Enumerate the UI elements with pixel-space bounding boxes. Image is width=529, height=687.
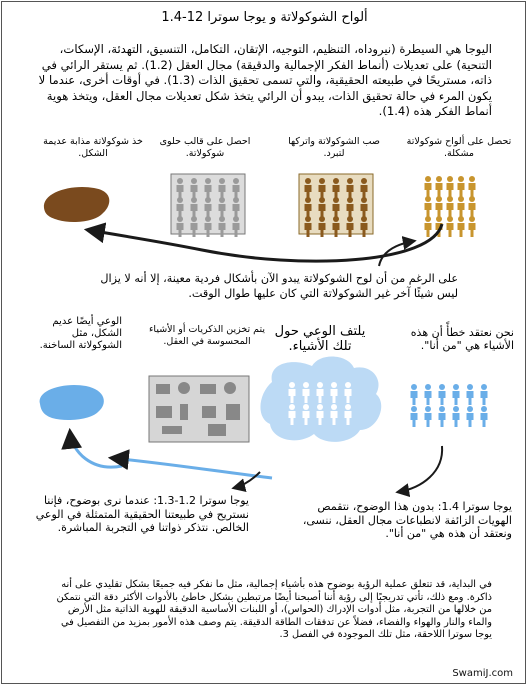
object-figure bbox=[453, 406, 460, 427]
chocolate-person-figure bbox=[436, 196, 443, 217]
caption-get-mold: احصل على قالب حلوى شوكولاتة. bbox=[159, 136, 251, 159]
chocolate-person-figure bbox=[425, 216, 432, 237]
arrow-bottom-curve bbox=[112, 458, 272, 478]
memory-box-icon bbox=[149, 376, 249, 442]
chocolate-people-icon bbox=[425, 176, 476, 237]
object-figure bbox=[411, 406, 418, 427]
object-figure bbox=[481, 406, 488, 427]
diagram-frame bbox=[1, 1, 526, 684]
object-figure bbox=[481, 384, 488, 405]
chocolate-person-figure bbox=[425, 176, 432, 197]
object-figure bbox=[467, 406, 474, 427]
caption-chocolate-people: تحصل على ألواح شوكولاتة مشكلة. bbox=[406, 136, 512, 159]
chocolate-person-figure bbox=[458, 176, 465, 197]
intro-paragraph: اليوجا هي السيطرة (نيروداه، التنظيم، التوجيه، الإتقان، التكامل، التنسيق، التهدئة، الإسكات، التنحية) على تعديلات (أنماط الفكر الإجمالية والدقيقة) مجال العقل (1.2). ثم يستقر الرائي في ذاته، مستريحًا في طبيعته الحقيقية، والتي تسمى تحقيق الذات (1.3). في أوقات أخرى، عندما لا يكون المرء في حالة تحقيق الذات، يبدو أن الرائي يتخذ شكل تعديلات مجال العقل، ويتخذ هوية أنماط الفكر هذه (1.4). bbox=[38, 42, 492, 118]
chocolate-person-figure bbox=[469, 216, 476, 237]
object-figure bbox=[439, 384, 446, 405]
footer-site-name: SwamiJ.com bbox=[452, 668, 513, 679]
object-figure bbox=[411, 384, 418, 405]
object-figure bbox=[439, 406, 446, 427]
chocolate-person-figure bbox=[447, 196, 454, 217]
sutra-1-4-text: يوجا سوترا 1.4: بدون هذا الوضوح، نتقمص الهويات الزائفة لانطباعات مجال العقل، ننسى، ونعتقد أن هذه هي "من أنا". bbox=[302, 500, 512, 540]
sutra-1-2-1-3-text: يوجا سوترا 1.2-1.3: عندما نرى بوضوح، فإننا نستريح في طبيعتنا الحقيقية المتمثلة في الوعي الخالص. نتذكر ذواتنا في التجربة المباشرة. bbox=[35, 494, 249, 534]
bottom-paragraph: في البداية، قد تتعلق عملية الرؤية بوضوح هذه بأشياء إجمالية، مثل ما نفكر فيه جميعًا بشكل تقليدي على أنه ذاكرة. ومع ذلك، تأتي تدريجيًا إلى رؤية أننا أصبحنا أيضًا مرتبطين بشكل خاطئ بالأدوات الأكثر دقة التي نتمكن من خلالها من التجربة، مثل أدوات الإدراك (الحواس)، أو اللبنات الأساسية الدقيقة للهوية الذاتية مثل الأرض والماء والنار والهواء والفضاء، فضلاً عن تدفقات الطاقة الدقيقة. يتم وصف هذه الأمور بمزيد من التفصيل في يوجا سوترا اللاحقة، مثل تلك الموجودة في الفصل 3. bbox=[56, 579, 492, 641]
mold-tray-icon bbox=[171, 174, 245, 237]
object-figure bbox=[453, 384, 460, 405]
chocolate-person-figure bbox=[436, 176, 443, 197]
object-figure bbox=[425, 406, 432, 427]
chocolate-person-figure bbox=[458, 196, 465, 217]
chocolate-person-figure bbox=[447, 216, 454, 237]
chocolate-puddle-icon bbox=[44, 187, 109, 222]
awareness-puddle-icon bbox=[40, 385, 104, 420]
middle-paragraph: على الرغم من أن لوح الشوكولاتة يبدو الآن بأشكال فردية معينة، إلا أنه لا يزال ليس شيئًا آخر غير الشوكولاتة التي كان عليها طوال الوقت. bbox=[100, 272, 458, 300]
caption-memories-stored: يتم تخزين الذكريات أو الأشياء المحسوسة في العقل. bbox=[148, 324, 266, 347]
chocolate-bars-icon bbox=[299, 174, 373, 237]
caption-mistaken-identity: نحن نعتقد خطأً أن هذه الأشياء هي "من أنا". bbox=[410, 326, 514, 352]
page-title: ألواح الشوكولاتة و يوجا سوترا 12-1.4 bbox=[161, 10, 368, 25]
caption-pour-chocolate: صب الشوكولاتة واتركها لتبرد. bbox=[288, 136, 380, 159]
arrow-bottom-left bbox=[70, 432, 122, 467]
chocolate-person-figure bbox=[469, 196, 476, 217]
chocolate-person-figure bbox=[425, 196, 432, 217]
arrow-bottom-right bbox=[398, 446, 442, 492]
caption-formless-awareness: الوعي أيضًا عديم الشكل، مثل الشوكولاتة الساخنة. bbox=[39, 316, 122, 351]
arrow-top-curve bbox=[88, 224, 442, 261]
caption-melted-chocolate: خذ شوكولاتة مذابة عديمة الشكل. bbox=[43, 136, 143, 159]
diagram-graphics bbox=[2, 2, 526, 684]
objects-icon bbox=[411, 384, 488, 427]
caption-awareness-wraps: يلتف الوعي حول تلك الأشياء. bbox=[274, 324, 366, 354]
chocolate-person-figure bbox=[469, 176, 476, 197]
chocolate-person-figure bbox=[458, 216, 465, 237]
object-figure bbox=[467, 384, 474, 405]
chocolate-person-figure bbox=[447, 176, 454, 197]
object-figure bbox=[425, 384, 432, 405]
